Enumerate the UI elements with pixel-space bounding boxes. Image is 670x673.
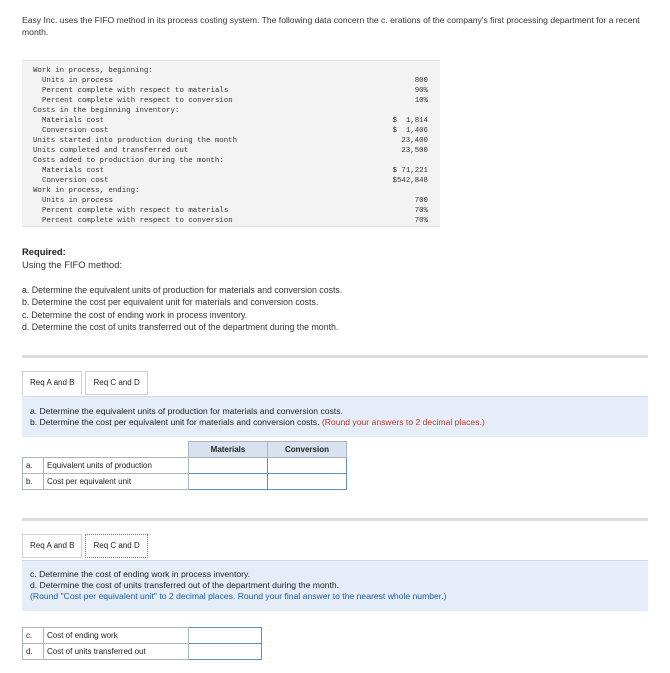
instructions-panel-cd xyxy=(22,560,648,611)
transferred-out-cost-input[interactable] xyxy=(189,644,262,660)
col-header-conversion: Conversion xyxy=(268,442,347,458)
data-row xyxy=(22,76,440,86)
ending-wip-cost-field[interactable] xyxy=(189,628,261,643)
required-item-a: a. Determine the equivalent units of production for materials and conversion costs. xyxy=(22,285,343,295)
panel-line-b: b. Determine the cost per equivalent unit for materials and conversion costs. xyxy=(30,417,320,427)
row-letter: b. xyxy=(23,474,44,490)
data-row xyxy=(22,116,440,126)
data-row xyxy=(22,196,440,206)
table-row xyxy=(23,474,347,490)
data-row xyxy=(22,166,440,176)
data-row-value: 70% xyxy=(414,207,428,215)
required-item-c: c. Determine the cost of ending work in process inventory. xyxy=(22,309,248,320)
data-row xyxy=(22,156,440,166)
data-row xyxy=(22,216,440,226)
instructions-panel-ab xyxy=(22,396,648,437)
table-row xyxy=(23,644,262,660)
data-row xyxy=(22,126,440,136)
rounding-note: (Round your answers to 2 decimal places.) xyxy=(321,417,485,427)
row-letter: c. xyxy=(23,628,44,644)
required-subheading: Using the FIFO method: xyxy=(22,259,123,270)
data-row-value: $ 71,221 xyxy=(392,167,428,175)
row-label: Cost of units transferred out xyxy=(44,644,189,660)
row-label: Cost per equivalent unit xyxy=(44,474,189,490)
conversion-eu-input[interactable] xyxy=(268,458,347,474)
data-row-label: Conversion cost xyxy=(42,127,109,135)
row-letter: a. xyxy=(23,458,44,474)
data-row-label: Percent complete with respect to conversion xyxy=(42,97,233,105)
required-heading: Required: xyxy=(22,246,66,257)
data-row-label: Work in process, ending: xyxy=(33,187,140,195)
data-row-label: Costs added to production during the month: xyxy=(33,157,224,165)
data-table xyxy=(22,60,440,227)
section-divider xyxy=(22,518,648,521)
rounding-note: (Round "Cost per equivalent unit" to 2 decimal places. Round your final answer to the nearest whole number.) xyxy=(30,591,447,601)
table-row xyxy=(23,458,347,474)
data-row-value: $ 1,814 xyxy=(392,117,428,125)
panel-line-a: a. Determine the equivalent units of production for materials and conversion costs. xyxy=(30,406,343,416)
data-row-label: Percent complete with respect to materials xyxy=(42,207,229,215)
data-row xyxy=(22,86,440,96)
section-divider xyxy=(22,355,648,358)
tab-req-c-and-d[interactable]: Req C and D xyxy=(85,534,147,558)
materials-cost-input[interactable] xyxy=(189,474,268,490)
data-row-label: Percent complete with respect to conversion xyxy=(42,217,233,225)
required-item-d: d. Determine the cost of units transferred out of the department during the month. xyxy=(22,321,339,332)
materials-eu-field[interactable] xyxy=(189,458,267,473)
data-row-label: Percent complete with respect to materials xyxy=(42,87,229,95)
data-row xyxy=(22,206,440,216)
tab-req-c-and-d[interactable]: Req C and D xyxy=(85,371,147,395)
data-row xyxy=(22,66,440,76)
data-row-value: 70% xyxy=(414,217,428,225)
table-row xyxy=(23,628,262,644)
data-row-label: Materials cost xyxy=(42,117,105,125)
problem-intro: Easy Inc. uses the FIFO method in its process costing system. The following data concern the c. erations of the company's first processing department for a recent month. xyxy=(22,15,640,37)
row-label: Equivalent units of production xyxy=(44,458,189,474)
data-row-label: Units in process xyxy=(42,77,113,85)
data-row xyxy=(22,136,440,146)
data-row xyxy=(22,96,440,106)
materials-cost-field[interactable] xyxy=(189,474,267,489)
data-row-label: Units started into production during the month xyxy=(33,137,238,145)
data-row-label: Conversion cost xyxy=(42,177,109,185)
answer-table-cd xyxy=(22,627,262,660)
answer-table-ab xyxy=(22,441,347,490)
data-row-value: 700 xyxy=(414,197,428,205)
data-row-label: Costs in the beginning inventory: xyxy=(33,107,180,115)
col-header-materials: Materials xyxy=(189,442,268,458)
data-row xyxy=(22,106,440,116)
panel-line-c: c. Determine the cost of ending work in process inventory. xyxy=(30,569,251,579)
transferred-out-cost-field[interactable] xyxy=(189,644,261,659)
tab-req-a-and-b[interactable]: Req A and B xyxy=(22,371,82,395)
panel-line-d: d. Determine the cost of units transferred out of the department during the month. xyxy=(30,580,340,590)
data-row xyxy=(22,186,440,196)
data-row-value: 90% xyxy=(414,87,428,95)
data-row-value: 23,500 xyxy=(401,147,428,155)
required-item-b: b. Determine the cost per equivalent unit for materials and conversion costs. xyxy=(22,297,319,308)
required-list xyxy=(22,284,342,333)
data-row-label: Materials cost xyxy=(42,167,105,175)
data-row-value: 10% xyxy=(414,97,428,105)
data-row-label: Units in process xyxy=(42,197,113,205)
materials-eu-input[interactable] xyxy=(189,458,268,474)
tab-req-a-and-b[interactable]: Req A and B xyxy=(22,534,82,558)
data-row-value: $542,848 xyxy=(392,177,428,185)
data-row xyxy=(22,146,440,156)
row-letter: d. xyxy=(23,644,44,660)
conversion-cost-field[interactable] xyxy=(268,474,346,489)
row-label: Cost of ending work xyxy=(44,628,189,644)
ending-wip-cost-input[interactable] xyxy=(189,628,262,644)
data-row-value: 800 xyxy=(414,77,428,85)
data-row xyxy=(22,176,440,186)
conversion-eu-field[interactable] xyxy=(268,458,346,473)
conversion-cost-input[interactable] xyxy=(268,474,347,490)
data-row-label: Units completed and transferred out xyxy=(33,147,189,155)
data-row-value: $ 1,406 xyxy=(392,127,428,135)
tab-bar-2 xyxy=(22,534,151,558)
data-row-label: Work in process, beginning: xyxy=(33,67,153,75)
data-row-value: 23,400 xyxy=(401,137,428,145)
tab-bar-1 xyxy=(22,371,151,395)
